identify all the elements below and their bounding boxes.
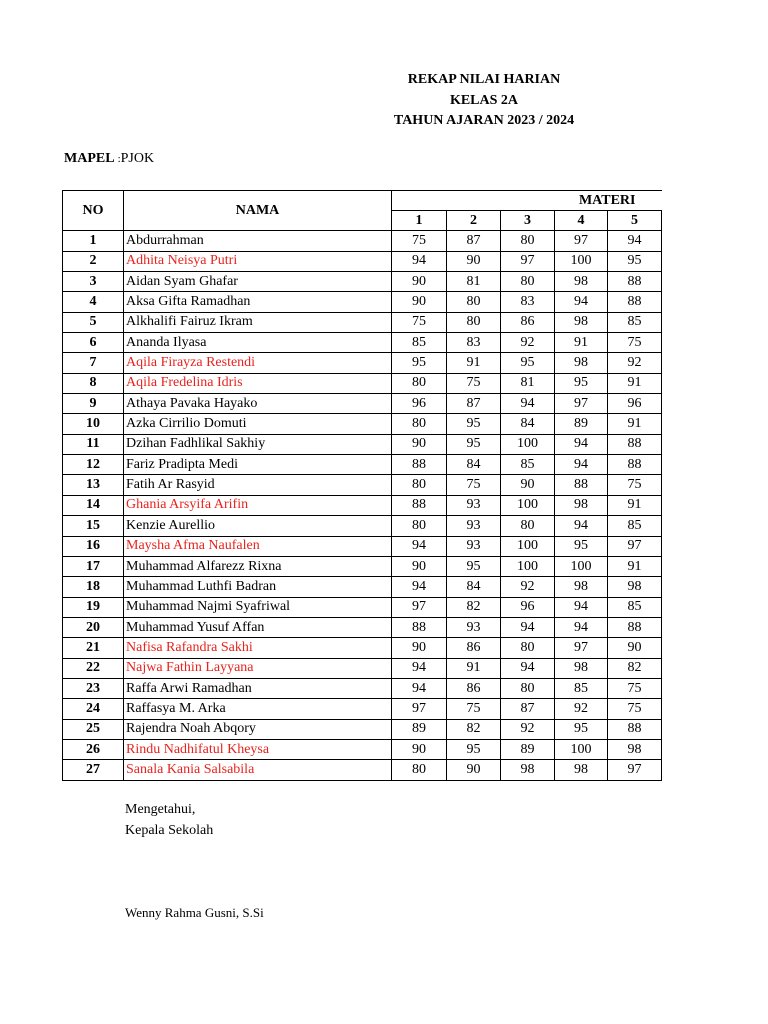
score-cell: 90 <box>392 556 447 576</box>
row-number: 12 <box>63 455 124 475</box>
student-name: Raffa Arwi Ramadhan <box>124 678 392 698</box>
table-row <box>63 617 662 637</box>
header-no: NO <box>63 191 124 231</box>
score-cell: 98 <box>555 658 608 678</box>
score-cell: 87 <box>501 699 555 719</box>
score-cell: 89 <box>392 719 447 739</box>
row-number: 22 <box>63 658 124 678</box>
score-cell: 88 <box>392 617 447 637</box>
score-cell: 75 <box>608 333 662 353</box>
row-number: 4 <box>63 292 124 312</box>
score-cell: 82 <box>608 658 662 678</box>
score-cell: 94 <box>501 394 555 414</box>
row-number: 1 <box>63 231 124 251</box>
student-name: Fatih Ar Rasyid <box>124 475 392 495</box>
score-cell: 88 <box>608 434 662 454</box>
score-cell: 90 <box>392 638 447 658</box>
score-cell: 81 <box>501 373 555 393</box>
row-number: 25 <box>63 719 124 739</box>
score-cell: 96 <box>392 394 447 414</box>
academic-year-title: TAHUN AJARAN 2023 / 2024 <box>393 113 575 128</box>
grades-table <box>62 190 662 781</box>
table-row <box>63 760 662 780</box>
table-row <box>63 312 662 332</box>
score-cell: 94 <box>392 577 447 597</box>
table-row <box>63 678 662 698</box>
score-cell: 100 <box>501 495 555 515</box>
score-cell: 90 <box>608 638 662 658</box>
score-cell: 80 <box>392 760 447 780</box>
score-cell: 92 <box>501 577 555 597</box>
table-row <box>63 373 662 393</box>
student-name: Maysha Afma Naufalen <box>124 536 392 556</box>
score-cell: 94 <box>555 617 608 637</box>
student-name: Athaya Pavaka Hayako <box>124 394 392 414</box>
table-row <box>63 394 662 414</box>
score-cell: 90 <box>447 251 501 271</box>
score-cell: 75 <box>447 699 501 719</box>
score-cell: 91 <box>608 495 662 515</box>
row-number: 10 <box>63 414 124 434</box>
score-cell: 97 <box>501 251 555 271</box>
score-cell: 75 <box>608 699 662 719</box>
student-name: Raffasya M. Arka <box>124 699 392 719</box>
table-row <box>63 577 662 597</box>
table-row <box>63 434 662 454</box>
score-cell: 97 <box>608 760 662 780</box>
score-cell: 95 <box>447 434 501 454</box>
row-number: 21 <box>63 638 124 658</box>
table-row <box>63 251 662 271</box>
score-cell: 85 <box>608 597 662 617</box>
student-name: Dzihan Fadhlikal Sakhiy <box>124 434 392 454</box>
score-cell: 80 <box>392 516 447 536</box>
score-cell: 85 <box>608 516 662 536</box>
student-name: Muhammad Najmi Syafriwal <box>124 597 392 617</box>
materi-number: 1 <box>392 211 447 231</box>
score-cell: 98 <box>555 495 608 515</box>
score-cell: 90 <box>392 739 447 759</box>
score-cell: 89 <box>501 739 555 759</box>
score-cell: 97 <box>555 638 608 658</box>
row-number: 13 <box>63 475 124 495</box>
row-number: 27 <box>63 760 124 780</box>
score-cell: 88 <box>555 475 608 495</box>
score-cell: 80 <box>501 638 555 658</box>
score-cell: 85 <box>555 678 608 698</box>
table-row <box>63 455 662 475</box>
score-cell: 92 <box>501 719 555 739</box>
student-name: Fariz Pradipta Medi <box>124 455 392 475</box>
signatory-name: Wenny Rahma Gusni, S.Si <box>125 905 264 920</box>
score-cell: 84 <box>447 455 501 475</box>
table-row <box>63 414 662 434</box>
score-cell: 87 <box>447 394 501 414</box>
score-cell: 95 <box>555 373 608 393</box>
principal-title: Kepala Sekolah <box>125 823 214 838</box>
student-name: Muhammad Yusuf Affan <box>124 617 392 637</box>
score-cell: 86 <box>447 678 501 698</box>
row-number: 24 <box>63 699 124 719</box>
student-name: Adhita Neisya Putri <box>124 251 392 271</box>
subject-line <box>64 151 154 167</box>
score-cell: 100 <box>555 739 608 759</box>
subject-label: MAPEL <box>64 151 115 166</box>
row-number: 23 <box>63 678 124 698</box>
table-row <box>63 353 662 373</box>
score-cell: 85 <box>392 333 447 353</box>
row-number: 11 <box>63 434 124 454</box>
score-cell: 86 <box>447 638 501 658</box>
score-cell: 98 <box>555 760 608 780</box>
materi-number: 5 <box>608 211 662 231</box>
score-cell: 94 <box>555 292 608 312</box>
materi-number: 3 <box>501 211 555 231</box>
score-cell: 98 <box>501 760 555 780</box>
score-cell: 95 <box>392 353 447 373</box>
score-cell: 100 <box>501 434 555 454</box>
student-name: Abdurrahman <box>124 231 392 251</box>
score-cell: 95 <box>447 556 501 576</box>
header-nama-label: NAMA <box>235 202 280 218</box>
score-cell: 93 <box>447 617 501 637</box>
student-name: Ananda Ilyasa <box>124 333 392 353</box>
score-cell: 80 <box>392 373 447 393</box>
score-cell: 87 <box>447 231 501 251</box>
score-cell: 82 <box>447 597 501 617</box>
score-cell: 94 <box>555 455 608 475</box>
score-cell: 94 <box>608 231 662 251</box>
student-name: Nafisa Rafandra Sakhi <box>124 638 392 658</box>
row-number: 19 <box>63 597 124 617</box>
score-cell: 75 <box>447 373 501 393</box>
table-row <box>63 597 662 617</box>
score-cell: 88 <box>608 455 662 475</box>
class-title: KELAS 2A <box>449 93 519 108</box>
score-cell: 84 <box>501 414 555 434</box>
score-cell: 80 <box>447 312 501 332</box>
row-number: 7 <box>63 353 124 373</box>
score-cell: 100 <box>555 251 608 271</box>
row-number: 6 <box>63 333 124 353</box>
table-row <box>63 719 662 739</box>
score-cell: 83 <box>501 292 555 312</box>
table-row <box>63 231 662 251</box>
table-row <box>63 658 662 678</box>
score-cell: 90 <box>392 292 447 312</box>
score-cell: 97 <box>555 394 608 414</box>
subject-value: PJOK <box>120 151 155 166</box>
student-name: Rajendra Noah Abqory <box>124 719 392 739</box>
table-row <box>63 739 662 759</box>
score-cell: 95 <box>501 353 555 373</box>
score-cell: 90 <box>392 434 447 454</box>
row-number: 9 <box>63 394 124 414</box>
score-cell: 86 <box>501 312 555 332</box>
row-number: 5 <box>63 312 124 332</box>
score-cell: 95 <box>555 719 608 739</box>
score-cell: 100 <box>555 556 608 576</box>
table-row <box>63 272 662 292</box>
score-cell: 83 <box>447 333 501 353</box>
score-cell: 75 <box>608 475 662 495</box>
score-cell: 85 <box>501 455 555 475</box>
student-name: Aqila Firayza Restendi <box>124 353 392 373</box>
score-cell: 80 <box>501 678 555 698</box>
score-cell: 75 <box>447 475 501 495</box>
student-name: Ghania Arsyifa Arifin <box>124 495 392 515</box>
score-cell: 97 <box>392 699 447 719</box>
score-cell: 94 <box>392 678 447 698</box>
score-cell: 94 <box>392 251 447 271</box>
row-number: 15 <box>63 516 124 536</box>
student-name: Sanala Kania Salsabila <box>124 760 392 780</box>
score-cell: 88 <box>608 292 662 312</box>
acknowledgement-text: Mengetahui, <box>125 802 196 817</box>
score-cell: 80 <box>501 231 555 251</box>
student-name: Kenzie Aurellio <box>124 516 392 536</box>
score-cell: 95 <box>608 251 662 271</box>
score-cell: 93 <box>447 495 501 515</box>
score-cell: 90 <box>392 272 447 292</box>
score-cell: 80 <box>501 272 555 292</box>
student-name: Aidan Syam Ghafar <box>124 272 392 292</box>
score-cell: 94 <box>501 617 555 637</box>
score-cell: 88 <box>608 272 662 292</box>
score-cell: 98 <box>608 577 662 597</box>
score-cell: 96 <box>501 597 555 617</box>
score-cell: 94 <box>392 536 447 556</box>
score-cell: 98 <box>555 312 608 332</box>
score-cell: 93 <box>447 536 501 556</box>
score-cell: 89 <box>555 414 608 434</box>
table-row <box>63 495 662 515</box>
score-cell: 91 <box>608 556 662 576</box>
subject-separator: : <box>117 153 121 165</box>
score-cell: 91 <box>608 373 662 393</box>
score-cell: 97 <box>608 536 662 556</box>
score-cell: 93 <box>447 516 501 536</box>
table-row <box>63 475 662 495</box>
row-number: 20 <box>63 617 124 637</box>
score-cell: 94 <box>392 658 447 678</box>
score-cell: 97 <box>392 597 447 617</box>
student-name: Aksa Gifta Ramadhan <box>124 292 392 312</box>
score-cell: 97 <box>555 231 608 251</box>
score-cell: 88 <box>392 455 447 475</box>
score-cell: 94 <box>555 597 608 617</box>
score-cell: 81 <box>447 272 501 292</box>
score-cell: 95 <box>447 414 501 434</box>
table-row <box>63 556 662 576</box>
row-number: 16 <box>63 536 124 556</box>
score-cell: 98 <box>555 353 608 373</box>
table-header-row <box>63 191 662 211</box>
score-cell: 90 <box>447 760 501 780</box>
score-cell: 92 <box>501 333 555 353</box>
score-cell: 98 <box>555 272 608 292</box>
score-cell: 92 <box>555 699 608 719</box>
score-cell: 88 <box>392 495 447 515</box>
score-cell: 91 <box>608 414 662 434</box>
score-cell: 95 <box>555 536 608 556</box>
score-cell: 75 <box>392 312 447 332</box>
table-row <box>63 516 662 536</box>
table-row <box>63 292 662 312</box>
table-row <box>63 536 662 556</box>
score-cell: 94 <box>555 516 608 536</box>
table-row <box>63 638 662 658</box>
score-cell: 84 <box>447 577 501 597</box>
score-cell: 80 <box>501 516 555 536</box>
row-number: 18 <box>63 577 124 597</box>
score-cell: 88 <box>608 719 662 739</box>
report-title: REKAP NILAI HARIAN <box>407 72 561 87</box>
student-name: Najwa Fathin Layyana <box>124 658 392 678</box>
student-name: Alkhalifi Fairuz Ikram <box>124 312 392 332</box>
student-name: Muhammad Alfarezz Rixna <box>124 556 392 576</box>
row-number: 17 <box>63 556 124 576</box>
score-cell: 100 <box>501 556 555 576</box>
score-cell: 80 <box>392 475 447 495</box>
score-cell: 95 <box>447 739 501 759</box>
score-cell: 96 <box>608 394 662 414</box>
score-cell: 90 <box>501 475 555 495</box>
score-cell: 94 <box>555 434 608 454</box>
score-cell: 88 <box>608 617 662 637</box>
student-name: Rindu Nadhifatul Kheysa <box>124 739 392 759</box>
header-materi <box>392 191 662 211</box>
score-cell: 91 <box>555 333 608 353</box>
score-cell: 75 <box>608 678 662 698</box>
score-cell: 91 <box>447 353 501 373</box>
score-cell: 80 <box>447 292 501 312</box>
score-cell: 85 <box>608 312 662 332</box>
score-cell: 92 <box>608 353 662 373</box>
row-number: 26 <box>63 739 124 759</box>
score-cell: 98 <box>608 739 662 759</box>
header-materi-label: MATERI <box>578 192 636 208</box>
student-name: Azka Cirrilio Domuti <box>124 414 392 434</box>
score-cell: 91 <box>447 658 501 678</box>
score-cell: 80 <box>392 414 447 434</box>
student-name: Muhammad Luthfi Badran <box>124 577 392 597</box>
table-row <box>63 699 662 719</box>
row-number: 3 <box>63 272 124 292</box>
score-cell: 82 <box>447 719 501 739</box>
score-cell: 100 <box>501 536 555 556</box>
score-cell: 94 <box>501 658 555 678</box>
student-name: Aqila Fredelina Idris <box>124 373 392 393</box>
table-row <box>63 333 662 353</box>
row-number: 8 <box>63 373 124 393</box>
score-cell: 98 <box>555 577 608 597</box>
row-number: 14 <box>63 495 124 515</box>
header-nama <box>124 191 392 231</box>
score-cell: 75 <box>392 231 447 251</box>
row-number: 2 <box>63 251 124 271</box>
materi-number: 2 <box>447 211 501 231</box>
materi-number: 4 <box>555 211 608 231</box>
